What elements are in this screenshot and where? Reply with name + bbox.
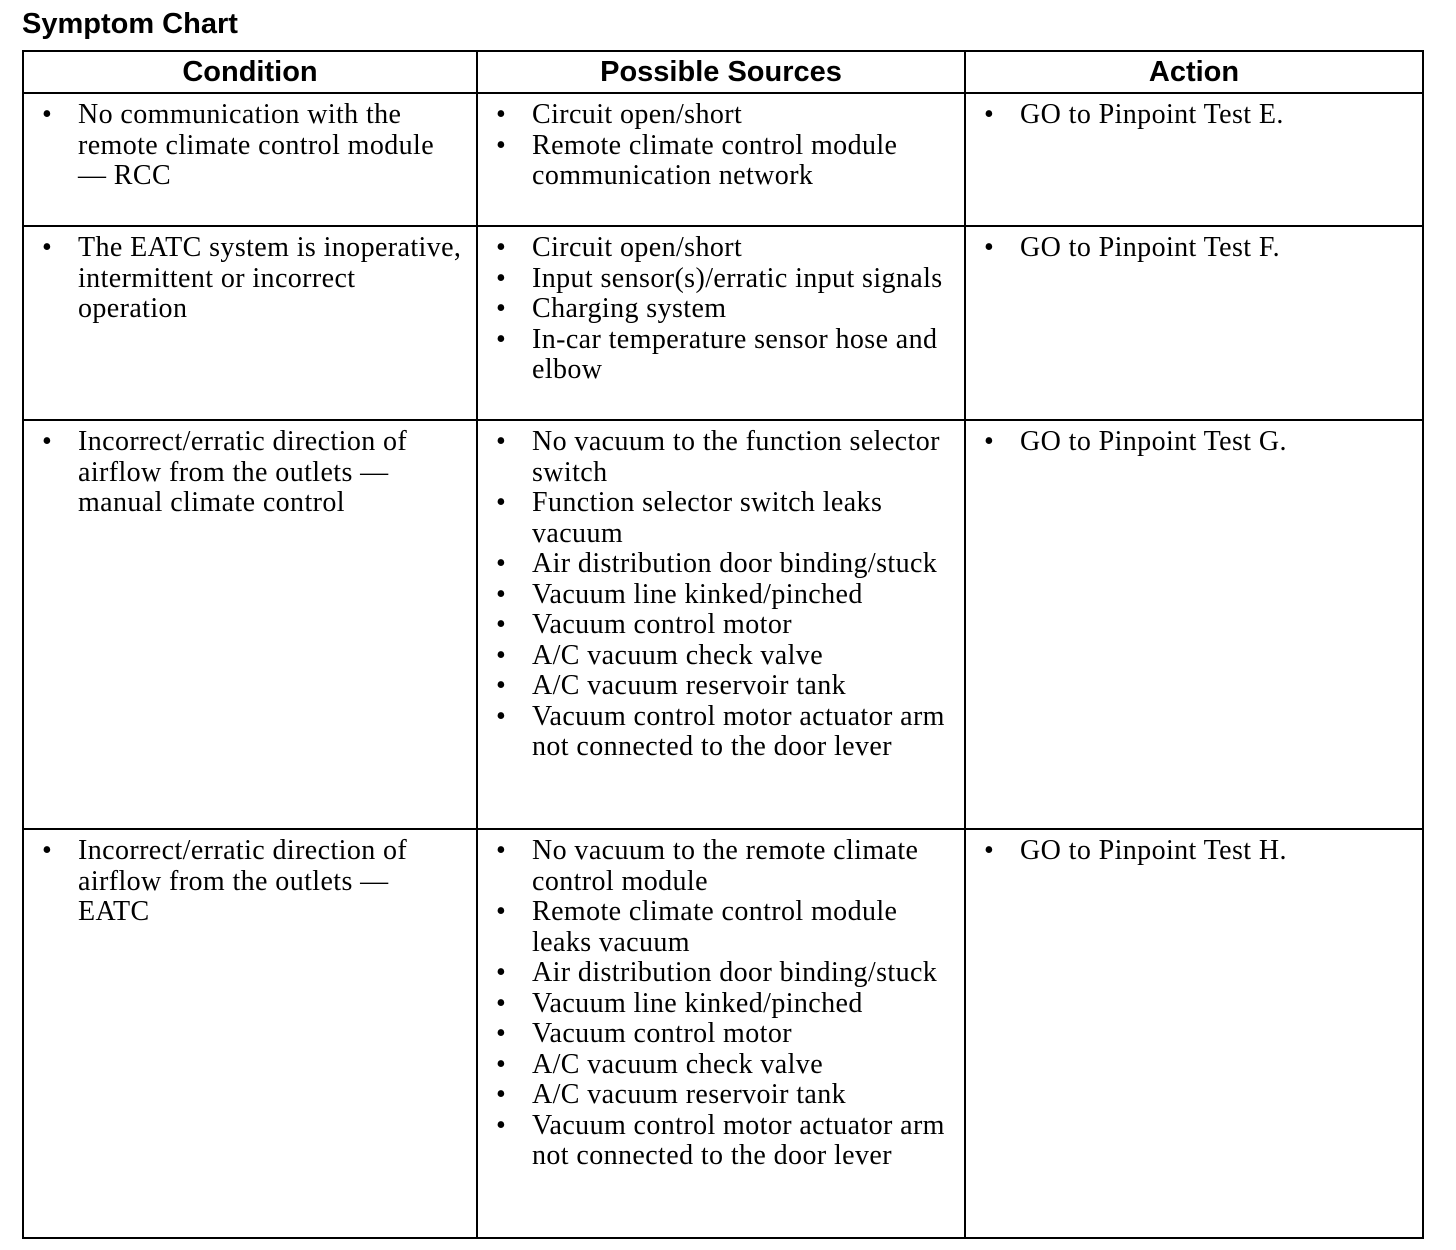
list-item: • GO to Pinpoint Test G. — [974, 427, 1412, 458]
list-item: • Incorrect/erratic direction of airflow from the outlets — EATC — [32, 836, 466, 928]
condition-cell — [23, 93, 477, 226]
list-item: • Incorrect/erratic direction of airflow from the outlets — manual climate control — [32, 427, 466, 519]
action-cell — [965, 829, 1423, 1238]
list-item: • In-car temperature sensor hose and elbow — [486, 325, 954, 386]
table-row — [23, 420, 1423, 829]
symptom-chart-table — [22, 50, 1424, 1239]
list-item: • A/C vacuum reservoir tank — [486, 671, 954, 702]
list-item: • GO to Pinpoint Test F. — [974, 233, 1412, 264]
sources-list — [486, 427, 954, 763]
action-cell — [965, 420, 1423, 829]
list-item: • A/C vacuum check valve — [486, 641, 954, 672]
list-item: • A/C vacuum reservoir tank — [486, 1080, 954, 1111]
sources-list — [486, 836, 954, 1172]
action-list — [974, 233, 1412, 264]
action-cell — [965, 93, 1423, 226]
list-item: • The EATC system is inoperative, intermittent or incorrect operation — [32, 233, 466, 325]
list-item: • GO to Pinpoint Test E. — [974, 100, 1412, 131]
action-cell — [965, 226, 1423, 420]
condition-list — [32, 427, 466, 519]
action-list — [974, 427, 1412, 458]
condition-list — [32, 100, 466, 192]
list-item: • Charging system — [486, 294, 954, 325]
list-item: • No vacuum to the remote climate control module — [486, 836, 954, 897]
header-row — [23, 51, 1423, 93]
condition-cell — [23, 226, 477, 420]
column-header-possible-sources: Possible Sources — [477, 51, 965, 93]
condition-list — [32, 836, 466, 928]
list-item: • Remote climate control module leaks vacuum — [486, 897, 954, 958]
table-row — [23, 226, 1423, 420]
list-item: • Function selector switch leaks vacuum — [486, 488, 954, 549]
sources-list — [486, 233, 954, 386]
list-item: • Vacuum control motor actuator arm not connected to the door lever — [486, 702, 954, 763]
condition-cell — [23, 829, 477, 1238]
sources-cell — [477, 226, 965, 420]
list-item: • No communication with the remote climate control module — RCC — [32, 100, 466, 192]
list-item: • Circuit open/short — [486, 100, 954, 131]
column-header-action: Action — [965, 51, 1423, 93]
table-row — [23, 93, 1423, 226]
action-list — [974, 100, 1412, 131]
list-item: • No vacuum to the function selector switch — [486, 427, 954, 488]
action-list — [974, 836, 1412, 867]
list-item: • Vacuum line kinked/pinched — [486, 580, 954, 611]
column-header-condition: Condition — [23, 51, 477, 93]
list-item: • A/C vacuum check valve — [486, 1050, 954, 1081]
sources-cell — [477, 420, 965, 829]
list-item: • Vacuum line kinked/pinched — [486, 989, 954, 1020]
list-item: • Input sensor(s)/erratic input signals — [486, 264, 954, 295]
list-item: • Air distribution door binding/stuck — [486, 549, 954, 580]
table-body — [23, 93, 1423, 1238]
sources-cell — [477, 829, 965, 1238]
chart-title: Symptom Chart — [22, 8, 238, 40]
list-item: • Air distribution door binding/stuck — [486, 958, 954, 989]
list-item: • Vacuum control motor — [486, 1019, 954, 1050]
list-item: • Vacuum control motor — [486, 610, 954, 641]
list-item: • Remote climate control module communication network — [486, 131, 954, 192]
sources-list — [486, 100, 954, 192]
condition-cell — [23, 420, 477, 829]
list-item: • Circuit open/short — [486, 233, 954, 264]
sources-cell — [477, 93, 965, 226]
table-row — [23, 829, 1423, 1238]
condition-list — [32, 233, 466, 325]
list-item: • GO to Pinpoint Test H. — [974, 836, 1412, 867]
list-item: • Vacuum control motor actuator arm not connected to the door lever — [486, 1111, 954, 1172]
